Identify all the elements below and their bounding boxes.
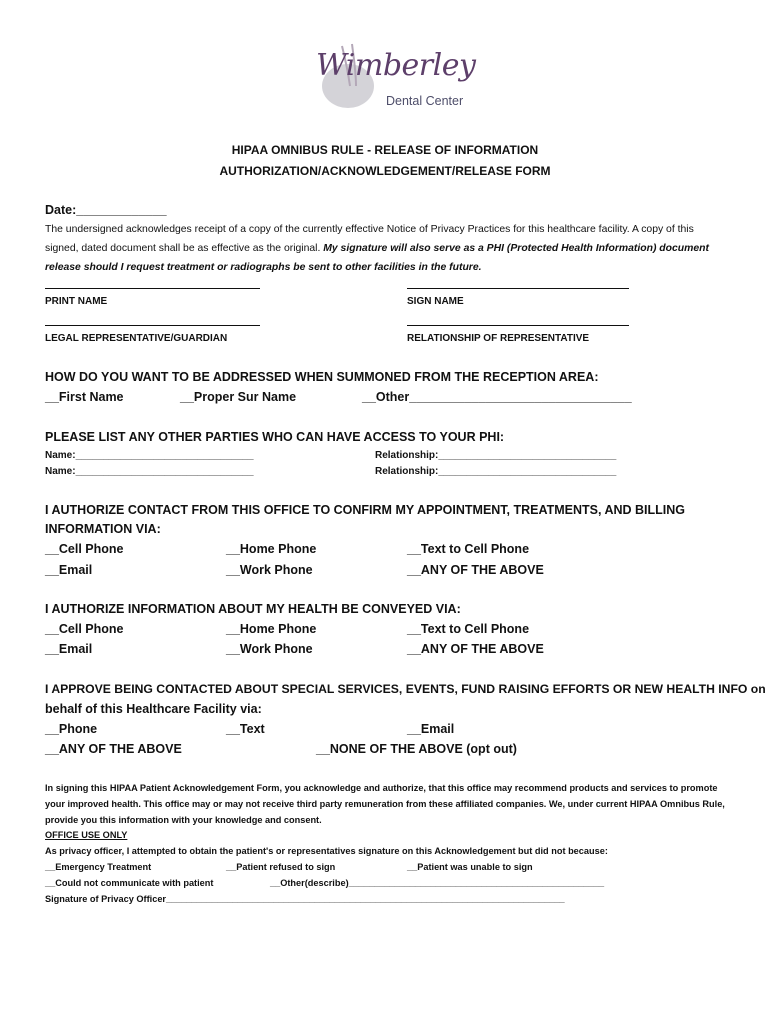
closing-paragraph: In signing this HIPAA Patient Acknowledgement Form, you acknowledge and authorize, that this office may recommend products and services to promote your improved health. This office may or may not receive third party remuneration from these affiliated companies. We, under current HIPAA Omnibus Rule, provide you this information with your knowledge and consent. <box>45 783 725 825</box>
contact-any-option[interactable]: __ANY OF THE ABOVE <box>407 563 544 577</box>
refused-option[interactable]: __Patient refused to sign <box>226 862 336 872</box>
phi-name-1[interactable]: Name:________________________________ <box>45 450 254 461</box>
acknowledgement-paragraph <box>45 220 725 277</box>
phi-name-2[interactable]: Name:________________________________ <box>45 466 254 477</box>
contact-heading-line2: INFORMATION VIA: <box>45 522 161 536</box>
health-any-option[interactable]: __ANY OF THE ABOVE <box>407 642 544 656</box>
other-describe-field[interactable]: __Other(describe)__________________________________________________ <box>270 878 605 888</box>
contact-text-option[interactable]: __Text to Cell Phone <box>407 542 530 556</box>
print-name-label: PRINT NAME <box>45 296 108 307</box>
sign-name-line[interactable] <box>407 288 629 289</box>
legal-rep-line[interactable] <box>45 325 260 326</box>
health-text-option[interactable]: __Text to Cell Phone <box>407 622 530 636</box>
contact-heading-line1: I AUTHORIZE CONTACT FROM THIS OFFICE TO CONFIRM MY APPOINTMENT, TREATMENTS, AND BILLING <box>45 503 686 517</box>
office-use-label: OFFICE USE ONLY <box>45 830 128 840</box>
special-any-option[interactable]: __ANY OF THE ABOVE <box>45 742 182 756</box>
special-phone-option[interactable]: __Phone <box>45 722 98 736</box>
ack-emphasis-text: My signature will also serve as a PHI (Protected Health Information) document release should I request treatment or radiographs be sent to other facilities in the future. <box>45 243 709 273</box>
phi-relationship-1[interactable]: Relationship:________________________________ <box>375 450 617 461</box>
contact-email-option[interactable]: __Email <box>45 563 93 577</box>
health-email-option[interactable]: __Email <box>45 642 93 656</box>
special-email-option[interactable]: __Email <box>407 722 455 736</box>
contact-home-option[interactable]: __Home Phone <box>226 542 317 556</box>
phi-heading: PLEASE LIST ANY OTHER PARTIES WHO CAN HAVE ACCESS TO YOUR PHI: <box>45 430 505 444</box>
legal-rep-label: LEGAL REPRESENTATIVE/GUARDIAN <box>45 333 228 344</box>
health-work-option[interactable]: __Work Phone <box>226 642 313 656</box>
logo <box>312 42 476 124</box>
form-title-line1: HIPAA OMNIBUS RULE - RELEASE OF INFORMATION <box>231 143 539 157</box>
relationship-rep-label: RELATIONSHIP OF REPRESENTATIVE <box>407 333 590 344</box>
sign-name-label: SIGN NAME <box>407 296 464 307</box>
privacy-officer-signature[interactable]: Signature of Privacy Officer______________________________________________________________________________ <box>45 894 565 904</box>
special-text-option[interactable]: __Text <box>226 722 265 736</box>
could-not-option[interactable]: __Could not communicate with patient <box>45 878 214 888</box>
logo-wordmark: Wimberley <box>316 48 476 83</box>
office-use-statement: As privacy officer, I attempted to obtain the patient's or representatives signature on this Acknowledgement but did not because: <box>45 846 608 856</box>
contact-work-option[interactable]: __Work Phone <box>226 563 313 577</box>
phi-relationship-2[interactable]: Relationship:________________________________ <box>375 466 617 477</box>
first-name-option[interactable]: __First Name <box>45 390 124 404</box>
logo-subtitle: Dental Center <box>386 94 464 108</box>
ack-normal-text: The undersigned acknowledges receipt of a copy of the currently effective Notice of Privacy Practices for this healthcare facility. A copy of this signed, dated document shall be as effective as the original. <box>45 224 694 254</box>
date-field[interactable]: Date:_____________ <box>45 203 167 217</box>
contact-cell-option[interactable]: __Cell Phone <box>45 542 124 556</box>
other-option[interactable]: __Other________________________________ <box>362 390 632 404</box>
special-heading-line1: I APPROVE BEING CONTACTED ABOUT SPECIAL SERVICES, EVENTS, FUND RAISING EFFORTS OR NEW HEALTH INFO on <box>45 682 766 696</box>
address-heading: HOW DO YOU WANT TO BE ADDRESSED WHEN SUMMONED FROM THE RECEPTION AREA: <box>45 370 599 384</box>
print-name-line[interactable] <box>45 288 260 289</box>
health-cell-option[interactable]: __Cell Phone <box>45 622 124 636</box>
special-heading-line2: behalf of this Healthcare Facility via: <box>45 702 262 716</box>
unable-option[interactable]: __Patient was unable to sign <box>407 862 533 872</box>
surname-option[interactable]: __Proper Sur Name <box>180 390 297 404</box>
health-home-option[interactable]: __Home Phone <box>226 622 317 636</box>
relationship-rep-line[interactable] <box>407 325 629 326</box>
special-none-option[interactable]: __NONE OF THE ABOVE (opt out) <box>316 742 517 756</box>
health-heading: I AUTHORIZE INFORMATION ABOUT MY HEALTH BE CONVEYED VIA: <box>45 602 461 616</box>
emergency-option[interactable]: __Emergency Treatment <box>45 862 152 872</box>
form-title-line2: AUTHORIZATION/ACKNOWLEDGEMENT/RELEASE FORM <box>219 164 551 178</box>
